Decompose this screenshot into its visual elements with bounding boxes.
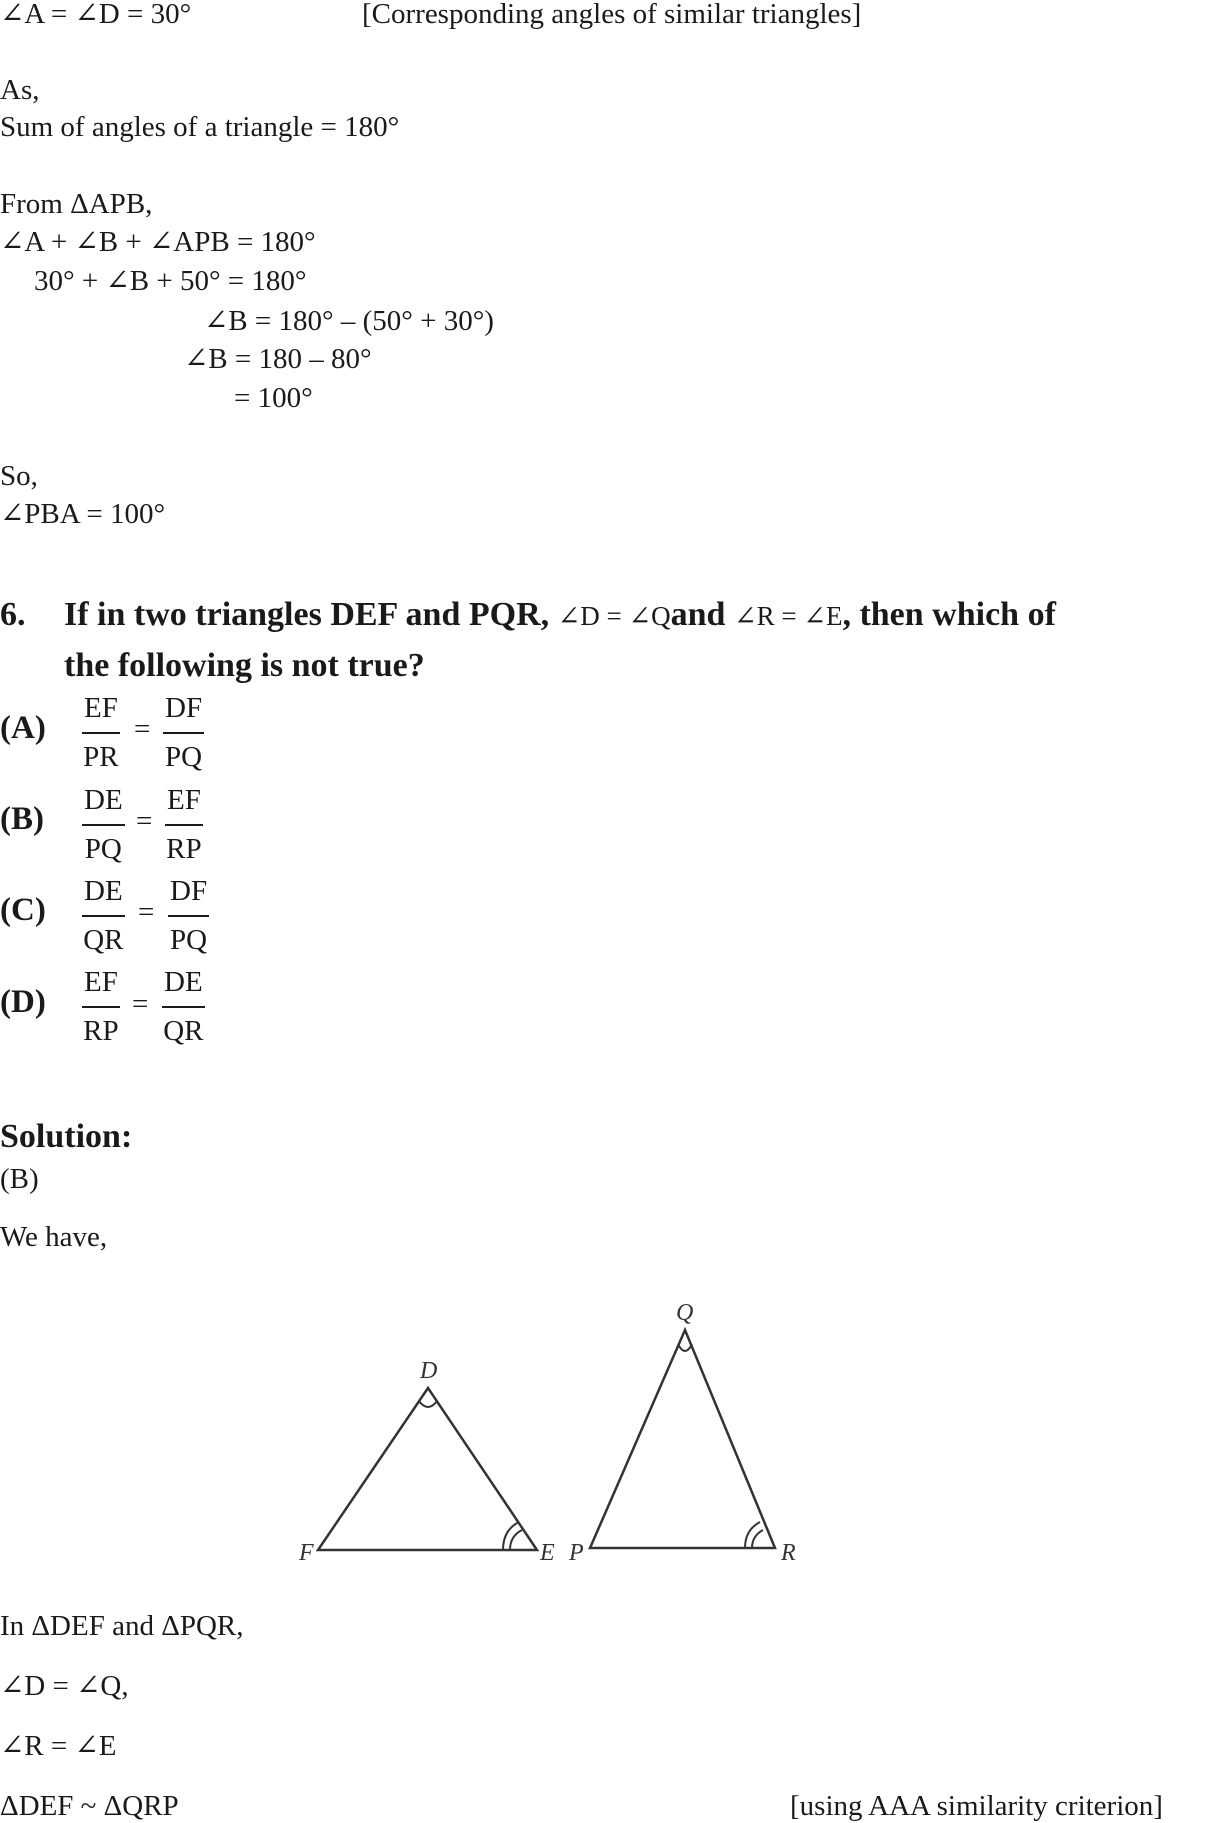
- option-label: (B): [0, 801, 44, 837]
- angle-pba-result: ∠PBA = 100°: [0, 498, 166, 530]
- label-d: D: [420, 1358, 438, 1384]
- denominator: QR: [163, 1015, 204, 1047]
- from-triangle-apb: From ΔAPB,: [0, 188, 153, 220]
- numerator: DE: [82, 786, 125, 826]
- fraction-right: [168, 877, 209, 955]
- triangle-def: [298, 1358, 555, 1566]
- question-line-2: the following is not true?: [64, 647, 425, 684]
- label-r: R: [781, 1540, 796, 1566]
- label-f: F: [299, 1540, 314, 1566]
- numerator: EF: [82, 968, 120, 1008]
- equation-line-4: ∠B = 180 – 80°: [184, 343, 372, 375]
- equals-sign: =: [132, 988, 149, 1020]
- question-number: 6.: [0, 596, 26, 633]
- denominator: PQ: [165, 741, 203, 773]
- we-have-text: We have,: [0, 1221, 108, 1253]
- triangle-def-outline: [318, 1388, 537, 1550]
- fraction-right: [165, 786, 203, 864]
- fraction-right: [162, 968, 205, 1046]
- condition-2: ∠R = ∠E: [0, 1730, 117, 1762]
- reason-corresponding-angles: [Corresponding angles of similar triangles]: [362, 0, 862, 30]
- triangles-figure: [0, 1270, 1230, 1570]
- similarity-statement: ΔDEF ~ ΔQRP: [0, 1790, 179, 1822]
- fraction-left: [82, 968, 120, 1046]
- numerator: DF: [168, 877, 209, 917]
- label-q: Q: [676, 1300, 694, 1326]
- numerator: DE: [162, 968, 205, 1008]
- condition-angle-d-q: ∠D = ∠Q: [557, 601, 671, 631]
- question-tail: , then which of: [842, 596, 1056, 633]
- equals-sign: =: [134, 713, 151, 745]
- triangle-pqr-outline: [590, 1330, 775, 1548]
- fraction-left: [82, 694, 120, 772]
- angle-d-arc: [419, 1401, 437, 1407]
- angle-e-arc-inner: [510, 1530, 522, 1550]
- angle-a-equals-d: ∠A = ∠D = 30°: [0, 0, 192, 30]
- denominator: PQ: [84, 833, 122, 865]
- numerator: DE: [82, 877, 125, 917]
- denominator: PR: [83, 741, 119, 773]
- question-line-1: [64, 598, 1056, 632]
- denominator: PQ: [170, 924, 208, 956]
- numerator: DF: [163, 694, 204, 734]
- condition-1: ∠D = ∠Q,: [0, 1670, 129, 1702]
- solution-heading: Solution:: [0, 1118, 133, 1155]
- fraction-left: [82, 786, 125, 864]
- angle-r-arc-inner: [752, 1530, 763, 1548]
- in-triangles-text: In ΔDEF and ΔPQR,: [0, 1610, 244, 1642]
- solution-answer: (B): [0, 1163, 39, 1195]
- fraction-right: [163, 694, 204, 772]
- label-e: E: [540, 1540, 555, 1566]
- as-text: As,: [0, 74, 40, 106]
- label-p: P: [569, 1540, 584, 1566]
- similarity-reason: [using AAA similarity criterion]: [790, 1790, 1163, 1822]
- equation-line-2: 30° + ∠B + 50° = 180°: [34, 265, 307, 297]
- equation-line-3: ∠B = 180° – (50° + 30°): [204, 305, 494, 337]
- fraction-left: [82, 877, 125, 955]
- denominator: RP: [83, 1015, 119, 1047]
- equals-sign: =: [138, 896, 155, 928]
- angle-sum-statement: Sum of angles of a triangle = 180°: [0, 111, 400, 143]
- numerator: EF: [82, 694, 120, 734]
- denominator: QR: [83, 924, 124, 956]
- condition-angle-r-e: ∠R = ∠E: [733, 601, 843, 631]
- equals-sign: =: [136, 805, 153, 837]
- denominator: RP: [166, 833, 202, 865]
- equation-line-1: ∠A + ∠B + ∠APB = 180°: [0, 226, 316, 258]
- numerator: EF: [165, 786, 203, 826]
- so-text: So,: [0, 460, 38, 492]
- option-label: (A): [0, 710, 46, 746]
- question-intro: If in two triangles DEF and PQR,: [64, 596, 550, 633]
- option-label: (C): [0, 892, 46, 928]
- question-and: and: [670, 596, 726, 633]
- option-label: (D): [0, 984, 46, 1020]
- equation-line-5: = 100°: [234, 382, 313, 414]
- triangle-pqr: [568, 1300, 796, 1566]
